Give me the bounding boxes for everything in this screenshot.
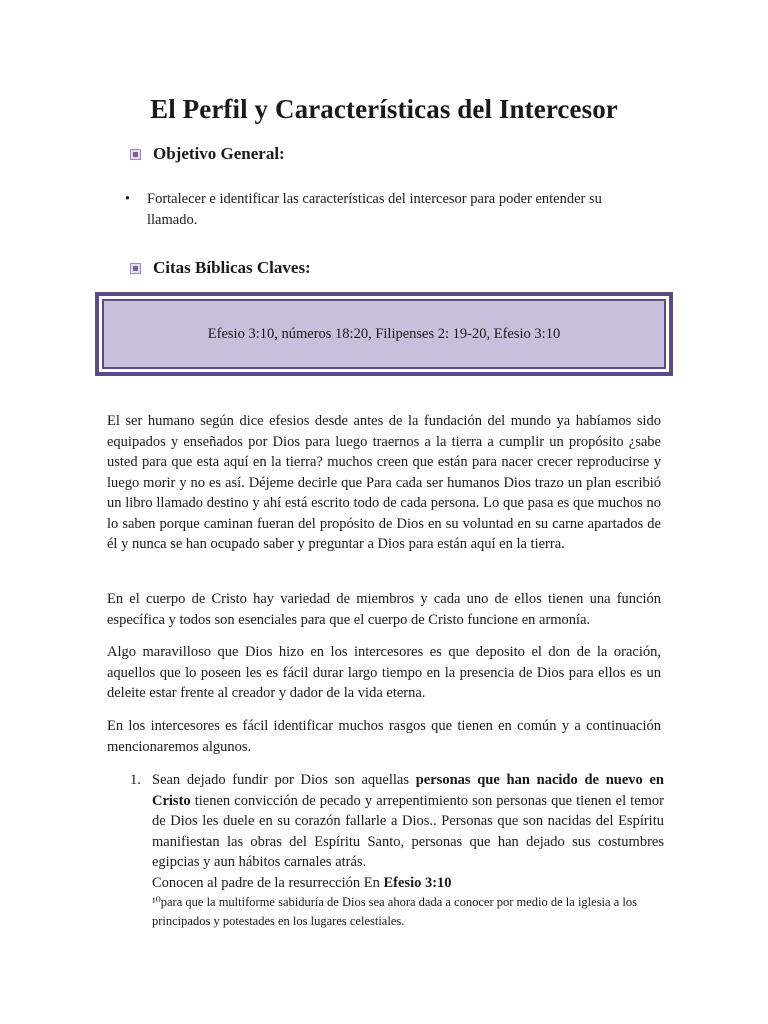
bullet-dot-icon	[125, 189, 147, 231]
body-paragraph-1: El ser humano según dice efesios desde antes de la fundación del mundo ya habíamos sido equipados y enseñados por Dios para luego traernos a la tierra a cumplir un propósito ¿sabe usted para que esta aquí en la tierra? muchos creen que están para nacer crecer reproducirse y luego morir y no es así. Déjeme decirle que Para cada ser humanos Dios trazo un plan escribió un libro llamado destino y ahí está escrito todo de cada persona. Lo que pasa es que muchos no lo saben porque caminan fueran del propósito de Dios en su voluntad en su carne apartados de él y nunca se han ocupado saber y preguntar a Dios para están aquí en la tierra.	[107, 413, 661, 552]
objective-bullet-text: Fortalecer e identificar las características del intercesor para poder entender su llamado.	[147, 191, 602, 228]
list-item-content	[152, 770, 664, 931]
objective-list	[125, 189, 645, 231]
list-number: 1.	[130, 772, 141, 788]
bold-phrase: personas que han nacido de nuevo en Cristo	[152, 772, 664, 809]
numbered-list	[130, 770, 664, 931]
citations-heading-text: Citas Bíblicas Claves:	[153, 258, 311, 277]
square-bullet-icon	[130, 149, 141, 160]
list-item	[130, 770, 664, 931]
objective-heading	[130, 144, 285, 164]
scripture-quote: ¹⁰para que la multiforme sabiduría de Dios sea ahora dada a conocer por medio de la iglesia a los principados y potestades en los lugares celestiales.	[152, 895, 637, 928]
objective-heading-text: Objetivo General:	[153, 144, 285, 163]
citations-heading	[130, 258, 311, 278]
body-paragraph-4: En los intercesores es fácil identificar muchos rasgos que tienen en común y a continuación mencionaremos algunos.	[107, 718, 661, 755]
page-title: El Perfil y Características del Intercesor	[150, 94, 618, 124]
citation-line: Conocen al padre de la resurrección En Efesio 3:10	[152, 874, 452, 891]
citation-reference: Efesio 3:10	[383, 874, 452, 891]
body-paragraph-2: En el cuerpo de Cristo hay variedad de miembros y cada uno de ellos tienen una función específica y todos son esenciales para que el cuerpo de Cristo funcione en armonía.	[107, 591, 661, 628]
citations-box-text: Efesio 3:10, números 18:20, Filipenses 2: 19-20, Efesio 3:10	[102, 299, 666, 369]
citations-box	[95, 292, 673, 376]
list-item	[125, 189, 645, 231]
list-item-paragraph: Sean dejado fundir por Dios son aquellas personas que han nacido de nuevo en Cristo tienen convicción de pecado y arrepentimiento son personas que tienen el temor de Dios les duele en su corazón fallarle a Dios.. Personas que son nacidas del Espíritu manifiestan las obras del Espíritu Santo, personas que han dejado sus costumbres egipcias y aun hábitos carnales atrás.	[152, 772, 664, 870]
square-bullet-icon	[130, 263, 141, 274]
body-paragraph-3: Algo maravilloso que Dios hizo en los intercesores es que deposito el don de la oración, aquellos que lo poseen les es fácil durar largo tiempo en la presencia de Dios para ellos es un deleite estar frente al creador y dador de la vida eterna.	[107, 644, 661, 701]
